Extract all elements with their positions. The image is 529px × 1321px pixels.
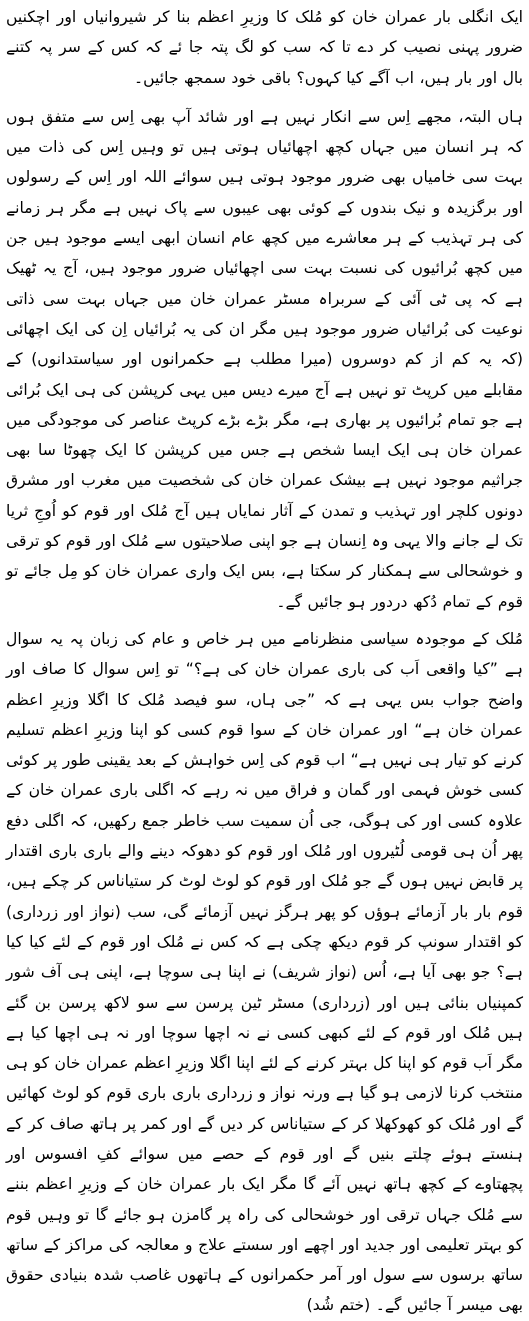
article-paragraph-3: مُلک کے موجودہ سیاسی منظرنامے میں ہر خاص و عام کی زبان پہ یہ سوال ہے ”کیا واقعی اَب کی باری عمران خان کی ہے؟“ تو اِس سوال کا صاف اور واضح جواب بس یہی ہے کہ ”جی ہاں، سو فیصد مُلک کا اگلا وزیرِ اعظم عمران خان ہے“ اور عمران خان کے سوا قوم کسی کو اپنا وزیرِ اعظم تسلیم کرنے کو تیار ہی نہیں ہے“ اب قوم کی اِس خواہش کے بعد یقینی طور پر کوئی کسی خوش فہمی اور گمان و فراق میں نہ رہے کہ اگلی باری عمران خان کے علاوہ کسی اور کی ہوگی، جی اُن سمیت سب خاطر جمع رکھیں، کہ اگلی دفع پھر اُن ہی قومی لُٹیروں اور مُلک اور قوم کو دھوکہ دینے والے باری باری اقتدار پر قابض نہیں ہوں گے جو مُلک اور قوم کو لوٹ لوٹ کر ستیاناس کر چکے ہیں، قوم بار بار آزمائے ہوؤں کو پھر ہرگز نہیں آزمائے گی، سب (نواز اور زرداری) کو اقتدار سونپ کر قوم دیکھ چکی ہے کہ کس نے مُلک اور قوم کے لئے کیا کیا ہے؟ جو بھی آیا ہے، اُس (نواز شریف) نے اپنا ہی سوچا ہے، اپنی ہی آف شور کمپنیاں بنائی ہیں اور (زرداری) مسٹر ٹین پرسن سے سو لاکھ پرسن بن گئے ہیں مُلک اور قوم کے لئے کبھی کسی نے نہ اچھا سوچا اور نہ ہی اچھا کیا ہے مگر اَب قوم کو اپنا کل بہتر کرنے کے لئے اپنا اگلا وزیرِ اعظم عمران خان کو ہی منتخب کرنا لازمی ہو گیا ہے ورنہ نواز و زرداری باری باری قوم کو لوٹ کھائیں گے اور مُلک کو کھوکھلا کر کے ستیاناس کر دیں گے اور کمر پر ہاتھ صاف کر کے ہنستے ہوئے چلتے بنیں گے اور قوم کے حصے میں سوائے کفِ افسوس اور پچھتاوے کے کچھ ہاتھ نہیں آئے گا مگر ایک بار عمران خان کے وزیرِ اعظم بننے سے مُلک جہاں ترقی اور خوشحالی کی راہ پر گامزن ہو جائے گا تو وہیں قوم کو بہتر تعلیمی اور جدید اور اچھے اور سستے علاج و معالجہ کی مراکز کے ساتھ ساتھ برسوں سے سول اور آمر حکمرانوں کے ہاتھوں غاصب شدہ بنیادی حقوق بھی میسر آ جائیں گے۔ (ختم شُد) — [6, 629, 523, 1315]
article-paragraph-2: ہاں البتہ، مجھے اِس سے انکار نہیں ہے اور شائد آپ بھی اِس سے متفق ہوں کہ ہر انسان میں جہاں کچھ اچھائیاں ہوتی ہیں تو وہیں اِس کی ذات میں بہت سی خامیاں بھی ضرور موجود ہوتی ہیں سوائے اللہ اور اِس کے رسولوں اور برگزیدہ و نیک بندوں کے کوئی بھی عیبوں سے پاک نہیں ہے مگر ہر زمانے کی ہر تہذیب کے ہر معاشرے میں کچھ عام انسان ابھی ایسے موجود ہیں جن میں کچھ بُرائیوں کی نسبت بہت سی اچھائیاں ضرور موجود ہیں، آج یہ ٹھیک ہے کہ پی ٹی آئی کے سربراہ مسٹر عمران خان میں جہاں بہت سی ذاتی نوعیت کی بُرائیاں ضرور موجود ہیں مگر ان کی یہ بُرائیاں اِن کی ایک اچھائی (کہ یہ کم از کم دوسروں (میرا مطلب ہے حکمرانوں اور سیاستدانوں) کے مقابلے میں کرپٹ تو نہیں ہے آج میرے دیس میں یہی کرپشن کی ہی ایک بُرائی ہے جو تمام بُرائیوں پر بھاری ہے، مگر بڑے بڑے کرپٹ عناصر کی موجودگی میں عمران خان ہی ایک ایسا شخص ہے جس میں کرپشن کا ایک چھوٹا سا بھی جراثیم موجود نہیں ہے بیشک عمران خان کی شخصیت میں مغرب اور مشرق دونوں کلچر اور تہذیب و تمدن کے آثار نمایاں ہیں آج مُلک اور قوم کو اُوجِ ثریا تک لے جانے والا یہی وہ اِنسان ہے جو اپنی صلاحیتوں سے مُلک اور قوم کو ترقی و خوشحالی سے ہمکنار کر سکتا ہے، بس ایک واری عمران خان کو مِل جائے تو قوم کے تمام دُکھ دردور ہو جائیں گے۔ — [6, 107, 523, 611]
article-paragraph-1: ایک انگلی بار عمران خان کو مُلک کا وزیرِ اعظم بنا کر شیروانیاں اور اچکنیں ضرور پہنی نصیب کر دے تا کہ سب کو لگ پتہ جا ئے کہ کس کے سر پہ کتنے بال اور بار ہیں، اب آگے کیا کہوں؟ باقی خود سمجھ جائیں۔ — [6, 8, 523, 87]
